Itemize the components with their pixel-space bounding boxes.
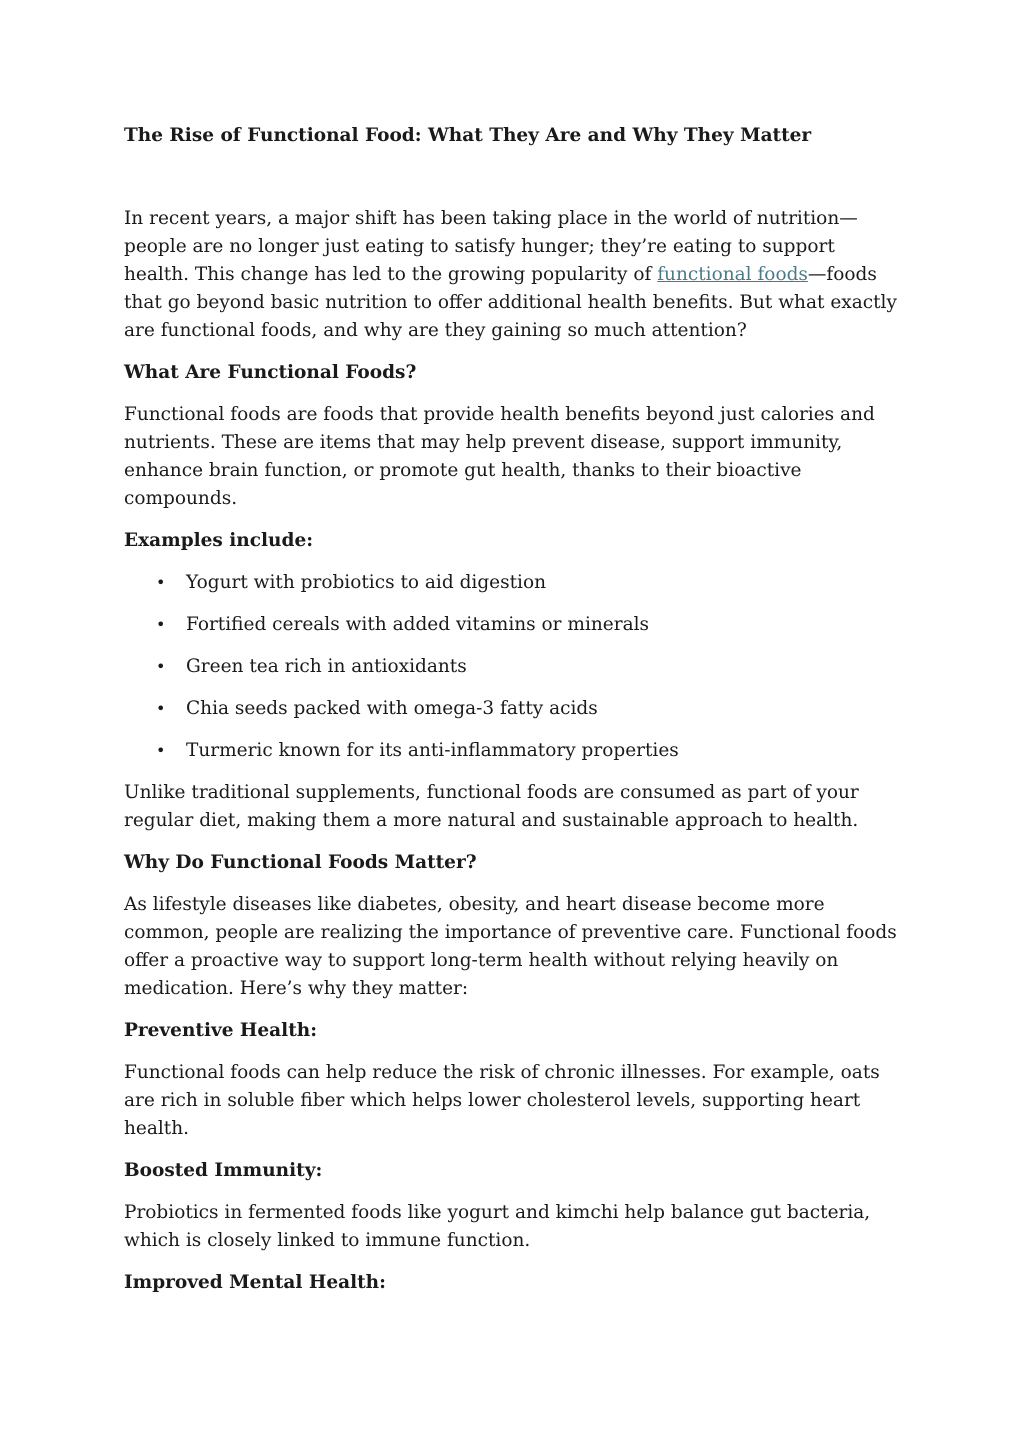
list-item bbox=[124, 695, 904, 723]
list-item-text: Green tea rich in antioxidants bbox=[186, 656, 467, 677]
intro-paragraph bbox=[124, 205, 904, 345]
heading-what-are-functional-foods: What Are Functional Foods? bbox=[124, 362, 417, 383]
functional-foods-link[interactable]: functional foods bbox=[657, 264, 808, 285]
bullet-icon: • bbox=[156, 573, 166, 592]
intro-text-after-link: —foods that go beyond basic nutrition to offer additional health benefits. But what exactly are functional foods, and why are they gaining so much attention? bbox=[124, 264, 897, 341]
list-item-text: Turmeric known for its anti-inflammatory properties bbox=[186, 740, 679, 761]
list-item-text: Yogurt with probiotics to aid digestion bbox=[186, 572, 547, 593]
paragraph-unlike-supplements: Unlike traditional supplements, functional foods are consumed as part of your regular diet, making them a more natural and sustainable approach to health. bbox=[124, 782, 859, 831]
list-item bbox=[124, 611, 904, 639]
list-item bbox=[124, 737, 904, 765]
list-item-text: Chia seeds packed with omega-3 fatty acids bbox=[186, 698, 598, 719]
list-item-text: Fortified cereals with added vitamins or minerals bbox=[186, 614, 650, 635]
heading-examples: Examples include: bbox=[124, 530, 314, 551]
paragraph-preventive-health: Functional foods can help reduce the risk of chronic illnesses. For example, oats are rich in soluble fiber which helps lower cholesterol levels, supporting heart health. bbox=[124, 1062, 880, 1139]
bullet-icon: • bbox=[156, 615, 166, 634]
bullet-icon: • bbox=[156, 657, 166, 676]
paragraph-boosted-immunity: Probiotics in fermented foods like yogurt and kimchi help balance gut bacteria, which is closely linked to immune function. bbox=[124, 1202, 871, 1251]
list-item bbox=[124, 653, 904, 681]
bullet-icon: • bbox=[156, 741, 166, 760]
examples-list bbox=[124, 569, 904, 765]
bullet-icon: • bbox=[156, 699, 166, 718]
list-item bbox=[124, 569, 904, 597]
heading-preventive-health: Preventive Health: bbox=[124, 1020, 318, 1041]
heading-improved-mental-health: Improved Mental Health: bbox=[124, 1272, 386, 1293]
heading-why-matter: Why Do Functional Foods Matter? bbox=[124, 852, 477, 873]
intro-text-before-link: In recent years, a major shift has been taking place in the world of nutrition—people are no longer just eating to satisfy hunger; they’re eating to support health. This change has led to the growing popularity of bbox=[124, 208, 858, 285]
document-title: The Rise of Functional Food: What They Are and Why They Matter bbox=[124, 125, 812, 146]
paragraph-why-matter: As lifestyle diseases like diabetes, obesity, and heart disease become more common, people are realizing the importance of preventive care. Functional foods offer a proactive way to support long-term health without relying heavily on medication. Here’s why they matter: bbox=[124, 894, 897, 999]
heading-boosted-immunity: Boosted Immunity: bbox=[124, 1160, 323, 1181]
document-page bbox=[124, 121, 904, 1297]
paragraph-definition: Functional foods are foods that provide health benefits beyond just calories and nutrients. These are items that may help prevent disease, support immunity, enhance brain function, or promote gut health, thanks to their bioactive compounds. bbox=[124, 404, 875, 509]
